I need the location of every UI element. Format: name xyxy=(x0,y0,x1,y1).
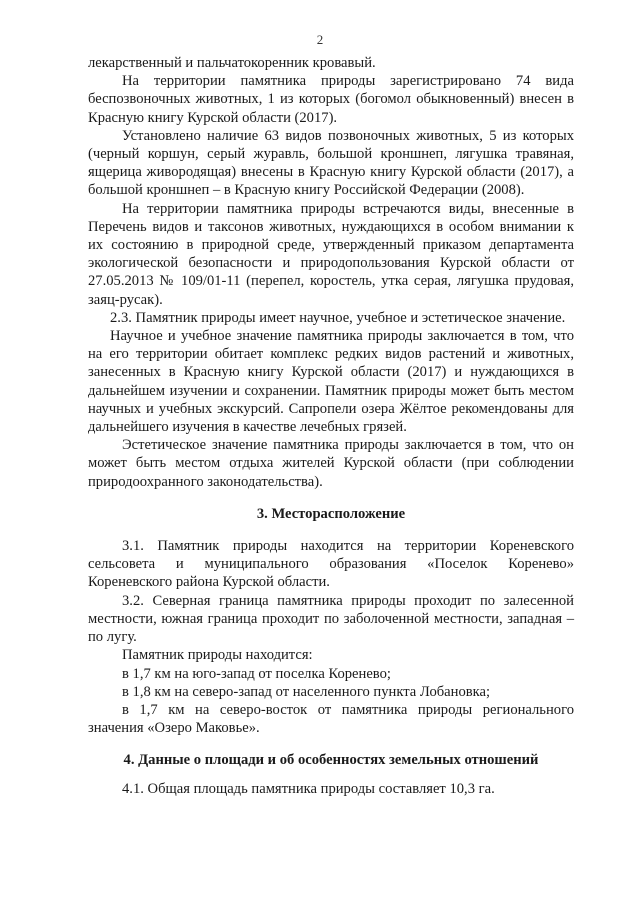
paragraph: Научное и учебное значение памятника природы заключается в том, что на его территории обитает комплекс редких видов растений и животных, занесенных в Красную книгу Курской области (2017) и нуждающихся в дальнейшем изучении и сохранении. Памятник природы может быть местом научных и учебных экскурсий. Сапропели озера Жёлтое рекомендованы для дальнейшего изучения в качестве лечебных грязей. xyxy=(88,328,574,436)
paragraph: в 1,8 км на северо-запад от населенного пункта Лобановка; xyxy=(122,683,491,700)
section-heading-area: 4. Данные о площади и об особенностях земельных отношений xyxy=(123,752,539,769)
paragraph: 3.2. Северная граница памятника природы проходит по залесенной местности, южная граница проходит по заболоченной местности, западная – по лугу. xyxy=(88,592,574,646)
paragraph: Установлено наличие 63 видов позвоночных животных, 5 из которых (черный коршун, серый журавль, большой кроншнеп, лягушка травяная, ящерица живородящая) внесены в Красную книгу Курской области (2017), а большой кроншнеп – в Красную книгу Российской Федерации (2008). xyxy=(88,127,574,199)
paragraph: 4.1. Общая площадь памятника природы составляет 10,3 га. xyxy=(122,780,495,797)
paragraph: в 1,7 км на юго-запад от поселка Коренево; xyxy=(122,665,391,682)
page-content xyxy=(88,54,574,798)
paragraph: Памятник природы находится: xyxy=(122,647,313,664)
paragraph: На территории памятника природы встречаются виды, внесенные в Перечень видов и таксонов животных, нуждающихся в особом внимании к их состоянию в природной среде, утвержденный приказом департамента экологической безопасности и природопользования Курской области от 27.05.2013 № 109/01-11 (перепел, коростель, утка серая, лягушка прудовая, заяц-русак). xyxy=(88,200,574,308)
page-number: 2 xyxy=(316,32,324,47)
paragraph: в 1,7 км на северо-восток от памятника природы регионального значения «Озеро Маковье». xyxy=(88,701,574,737)
paragraph: 2.3. Памятник природы имеет научное, учебное и эстетическое значение. xyxy=(110,309,566,326)
paragraph: Эстетическое значение памятника природы заключается в том, что он может быть местом отдыха жителей Курской области (при соблюдении природоохранного законодательства). xyxy=(88,437,574,490)
paragraph: 3.1. Памятник природы находится на территории Кореневского сельсовета и муниципального образования «Поселок Коренево» Кореневского района Курской области. xyxy=(88,538,574,591)
paragraph: лекарственный и пальчатокоренник кровавый. xyxy=(88,55,376,71)
paragraph: На территории памятника природы зарегистрировано 74 вида беспозвоночных животных, 1 из которых (богомол обыкновенный) внесен в Красную книгу Курской области (2017). xyxy=(88,73,574,126)
section-heading-location: 3. Месторасположение xyxy=(256,505,406,522)
